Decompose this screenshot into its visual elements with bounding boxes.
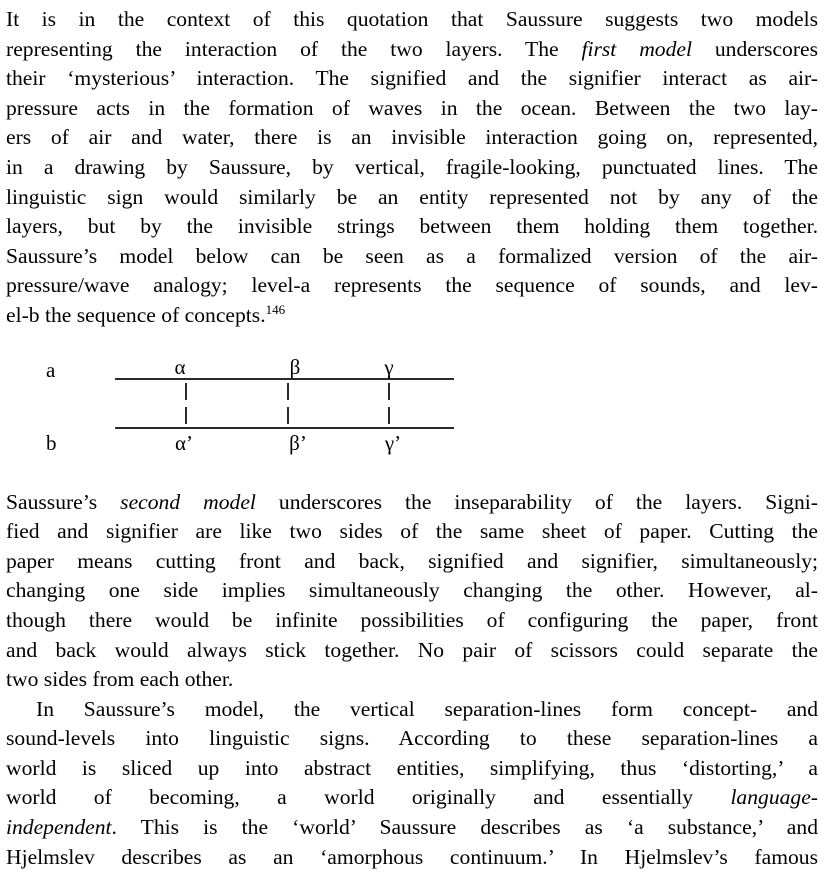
alpha-prime-symbol: α’ [175,430,193,455]
text-line: sound-levels into linguistic signs. According to these separation-lines a [6,726,818,751]
text-line: fied and signifier are like two sides of the same sheet of paper. Cutting the [6,519,818,544]
gamma-prime-symbol: γ’ [384,430,402,455]
beta-prime-symbol: β’ [289,430,307,455]
text-line: representing the interaction of the two layers. The first model underscores [6,36,819,61]
level-a-line [115,378,454,380]
text-line: In Saussure’s model, the vertical separation-lines form concept- and [36,696,818,721]
paragraph-separation-lines [6,695,818,872]
text-line: Hjelmslev describes as an ‘amorphous continuum.’ In Hjelmslev’s famous [6,844,818,869]
text-line: world of becoming, a world originally and essentially language- [6,785,818,810]
paragraph-second-model [6,488,818,695]
text-line: pressure/wave analogy; level-a represents the sequence of sounds, and lev- [6,273,818,298]
text-line: in a drawing by Saussure, by vertical, fragile-looking, punctuated lines. The [6,154,818,179]
dashed-connector-1 [185,383,187,427]
beta-symbol: β [289,354,301,379]
footnote-reference: 146 [265,301,286,317]
text-line: world is sliced up into abstract entities, simplifying, thus ‘distorting,’ a [6,755,818,780]
dashed-connector-3 [388,383,390,427]
text-line: Saussure’s second model underscores the inseparability of the layers. Signi- [6,489,819,514]
text-line: el-b the sequence of concepts.$^{146}$ [6,301,286,327]
text-line: Saussure’s model below can be seen as a formalized version of the air- [6,243,818,268]
text-line: ers of air and water, there is an invisible interaction going on, represented, [6,125,818,150]
saussure-model-diagram [6,354,818,463]
paragraph-first-model [6,5,818,331]
text-line: though there would be infinite possibilities of configuring the paper, front [6,607,818,632]
text-line: layers, but by the invisible strings between them holding them together. [6,214,818,239]
dashed-connector-2 [287,383,289,427]
text-line: paper means cutting front and back, signified and signifier, simultaneously; [6,548,818,573]
text-line: changing one side implies simultaneously changing the other. However, al- [6,578,818,603]
text-line: It is in the context of this quotation that Saussure suggests two models [6,7,818,31]
text-line: linguistic sign would similarly be an entity represented not by any of the [6,184,818,209]
level-b-line [115,427,454,429]
gamma-symbol: γ [384,354,394,379]
text-line: pressure acts in the formation of waves in the ocean. Between the two lay- [6,95,818,120]
level-a-label: a [46,357,56,382]
alpha-symbol: α [174,354,186,379]
text-line: their ‘mysterious’ interaction. The signified and the signifier interact as air- [6,66,818,91]
text-line: and back would always stick together. No pair of scissors could separate the [6,637,818,662]
text-line: two sides from each other. [6,667,234,692]
text-line: independent. This is the ‘world’ Saussure describes as ‘a substance,’ and [6,815,818,840]
level-b-label: b [46,430,57,455]
